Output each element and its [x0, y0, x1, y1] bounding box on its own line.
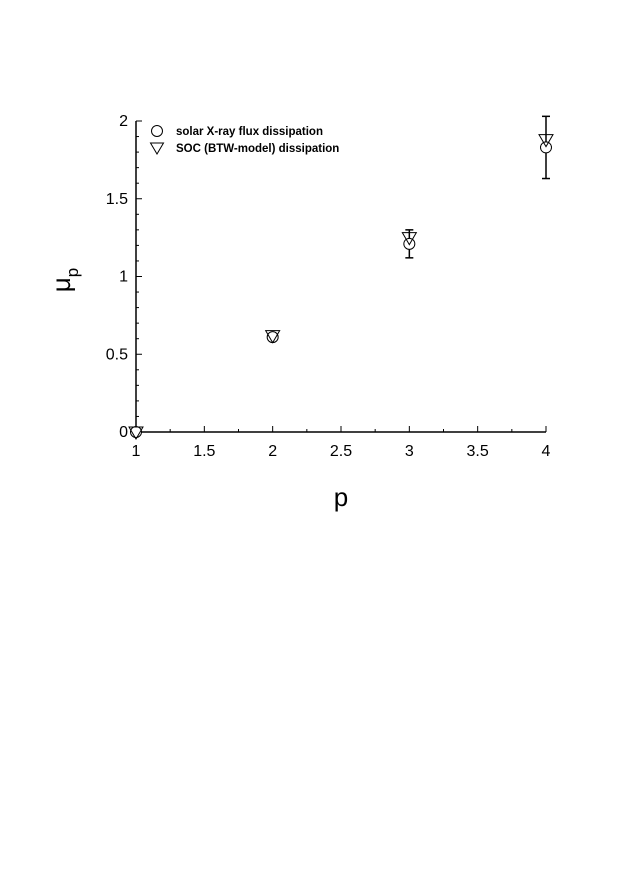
legend-label-solar: solar X-ray flux dissipation — [176, 126, 323, 138]
legend — [151, 126, 340, 156]
ticks — [106, 113, 551, 460]
legend-marker-triangle — [151, 143, 164, 154]
y-tick-label: 1.5 — [105, 190, 128, 208]
x-tick-label: 3 — [404, 443, 414, 460]
data-points — [129, 135, 553, 439]
legend-marker-circle — [152, 126, 163, 137]
x-tick-label: 2.5 — [329, 443, 353, 460]
x-tick-label: 2 — [268, 443, 278, 460]
point-circle — [267, 332, 278, 343]
x-tick-label: 4 — [541, 443, 551, 460]
error-bars — [405, 116, 550, 258]
axes — [136, 121, 546, 432]
y-tick-label: 2 — [119, 113, 128, 130]
y-tick-label: 0.5 — [105, 346, 128, 364]
x-tick-label: 1.5 — [193, 443, 216, 460]
y-tick-label: 0 — [119, 424, 128, 441]
x-axis-title: p — [333, 482, 349, 512]
x-tick-label: 1 — [131, 443, 141, 460]
y-axis-title: $\mu_p$ — [46, 267, 82, 293]
x-tick-label: 3.5 — [466, 443, 489, 460]
y-axis-title-subscript: p — [63, 267, 82, 278]
legend-label-soc: SOC (BTW-model) dissipation — [176, 143, 340, 155]
y-tick-label: 1 — [119, 268, 128, 286]
